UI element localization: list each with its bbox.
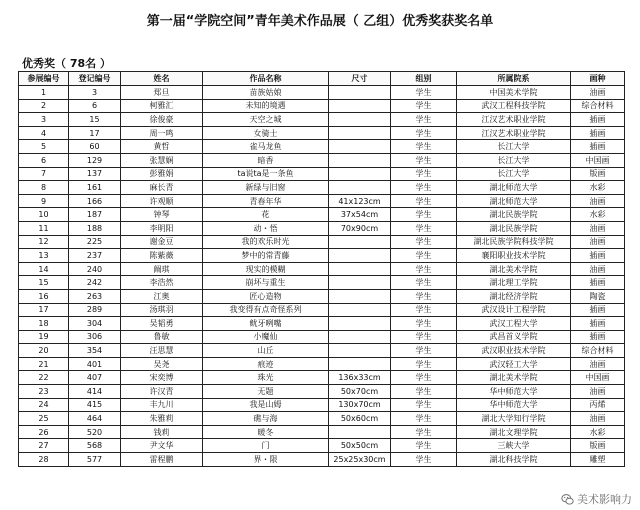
table-cell: 22 bbox=[19, 371, 69, 385]
table-cell: 汤琪羽 bbox=[121, 303, 203, 317]
table-cell bbox=[329, 113, 391, 127]
table-cell: 17 bbox=[19, 303, 69, 317]
table-cell: 暗香 bbox=[203, 153, 329, 167]
table-cell: 6 bbox=[19, 153, 69, 167]
table-cell: 12 bbox=[19, 235, 69, 249]
table-cell: 油画 bbox=[571, 412, 625, 426]
table-cell: 学生 bbox=[391, 276, 457, 290]
table-cell: 油画 bbox=[571, 385, 625, 399]
table-cell: 学生 bbox=[391, 439, 457, 453]
table-cell: 插画 bbox=[571, 113, 625, 127]
table-cell: 湖北美术学院 bbox=[457, 371, 571, 385]
table-cell: 综合材料 bbox=[571, 99, 625, 113]
table-cell: 痕迹 bbox=[203, 357, 329, 371]
table-cell: 24 bbox=[19, 398, 69, 412]
table-cell: 插画 bbox=[571, 249, 625, 263]
table-cell bbox=[329, 249, 391, 263]
table-cell: 1 bbox=[19, 86, 69, 100]
table-cell: 暖冬 bbox=[203, 425, 329, 439]
table-cell: 中国画 bbox=[571, 153, 625, 167]
table-cell: 25x25x30cm bbox=[329, 453, 391, 467]
table-cell: 插画 bbox=[571, 126, 625, 140]
table-cell bbox=[329, 140, 391, 154]
table-cell: 23 bbox=[19, 385, 69, 399]
table-cell: 304 bbox=[69, 317, 121, 331]
table-cell: 37x54cm bbox=[329, 208, 391, 222]
table-cell: 现实的模糊 bbox=[203, 262, 329, 276]
table-cell bbox=[329, 289, 391, 303]
table-cell: 学生 bbox=[391, 425, 457, 439]
table-cell: 27 bbox=[19, 439, 69, 453]
table-cell: 徐俊豪 bbox=[121, 113, 203, 127]
table-cell: 礁与海 bbox=[203, 412, 329, 426]
column-header: 作品名称 bbox=[203, 72, 329, 86]
table-cell: 263 bbox=[69, 289, 121, 303]
table-cell: 7 bbox=[19, 167, 69, 181]
table-cell: 雕塑 bbox=[571, 453, 625, 467]
table-cell: 女骑士 bbox=[203, 126, 329, 140]
table-row bbox=[19, 344, 625, 358]
table-cell: 版画 bbox=[571, 167, 625, 181]
table-cell: 华中师范大学 bbox=[457, 385, 571, 399]
table-cell: 青春年华 bbox=[203, 194, 329, 208]
table-cell bbox=[329, 276, 391, 290]
table-cell: 161 bbox=[69, 181, 121, 195]
table-cell: 14 bbox=[19, 262, 69, 276]
table-cell: 武汉设计工程学院 bbox=[457, 303, 571, 317]
table-cell: 11 bbox=[19, 221, 69, 235]
table-cell: 5 bbox=[19, 140, 69, 154]
table-cell: 许汉青 bbox=[121, 385, 203, 399]
table-row bbox=[19, 412, 625, 426]
table-row bbox=[19, 221, 625, 235]
table-cell: 无题 bbox=[203, 385, 329, 399]
table-cell: 江汉艺术职业学院 bbox=[457, 113, 571, 127]
table-cell: 464 bbox=[69, 412, 121, 426]
table-cell bbox=[329, 167, 391, 181]
table-cell: 130x70cm bbox=[329, 398, 391, 412]
table-cell: 学生 bbox=[391, 412, 457, 426]
table-cell: 学生 bbox=[391, 113, 457, 127]
table-cell: 28 bbox=[19, 453, 69, 467]
table-cell: 9 bbox=[19, 194, 69, 208]
table-cell: 武昌首义学院 bbox=[457, 330, 571, 344]
table-cell: 长江大学 bbox=[457, 167, 571, 181]
table-row bbox=[19, 357, 625, 371]
watermark bbox=[559, 491, 634, 507]
table-cell: 学生 bbox=[391, 371, 457, 385]
table-cell: 丙烯 bbox=[571, 398, 625, 412]
table-cell: 陶瓷 bbox=[571, 289, 625, 303]
table-cell: 油画 bbox=[571, 194, 625, 208]
column-header: 画种 bbox=[571, 72, 625, 86]
table-cell: 8 bbox=[19, 181, 69, 195]
table-cell bbox=[329, 126, 391, 140]
table-cell: 15 bbox=[69, 113, 121, 127]
table-row bbox=[19, 249, 625, 263]
table-cell: 237 bbox=[69, 249, 121, 263]
table-row bbox=[19, 289, 625, 303]
table-row bbox=[19, 194, 625, 208]
table-cell: 50x70cm bbox=[329, 385, 391, 399]
table-cell: 6 bbox=[69, 99, 121, 113]
table-row bbox=[19, 262, 625, 276]
table-cell: 学生 bbox=[391, 194, 457, 208]
table-cell: 我变得有点奇怪系列 bbox=[203, 303, 329, 317]
table-cell: 41x123cm bbox=[329, 194, 391, 208]
table-cell: 137 bbox=[69, 167, 121, 181]
table-cell: 江汉艺术职业学院 bbox=[457, 126, 571, 140]
table-row bbox=[19, 86, 625, 100]
table-cell: 407 bbox=[69, 371, 121, 385]
table-cell bbox=[329, 357, 391, 371]
table-cell: 插画 bbox=[571, 276, 625, 290]
table-row bbox=[19, 235, 625, 249]
column-header: 登记编号 bbox=[69, 72, 121, 86]
table-cell: 水彩 bbox=[571, 425, 625, 439]
table-cell: 花 bbox=[203, 208, 329, 222]
table-cell: 568 bbox=[69, 439, 121, 453]
table-row bbox=[19, 330, 625, 344]
table-cell: 学生 bbox=[391, 398, 457, 412]
table-cell: 50x60cm bbox=[329, 412, 391, 426]
table-cell bbox=[329, 99, 391, 113]
table-cell: 天空之城 bbox=[203, 113, 329, 127]
table-row bbox=[19, 317, 625, 331]
table-cell: 小魔仙 bbox=[203, 330, 329, 344]
table-cell: 学生 bbox=[391, 344, 457, 358]
table-cell: 动・悟 bbox=[203, 221, 329, 235]
table-cell: 湖北美术学院 bbox=[457, 262, 571, 276]
table-cell bbox=[329, 425, 391, 439]
table-cell: 宋奕博 bbox=[121, 371, 203, 385]
table-header-row bbox=[19, 72, 625, 86]
table-cell: 415 bbox=[69, 398, 121, 412]
table-cell: 吴尧 bbox=[121, 357, 203, 371]
table-cell: 钱莉 bbox=[121, 425, 203, 439]
table-cell: 综合材料 bbox=[571, 344, 625, 358]
table-cell: 240 bbox=[69, 262, 121, 276]
table-cell: 吴韬勇 bbox=[121, 317, 203, 331]
table-cell: 匠心造物 bbox=[203, 289, 329, 303]
table-cell: 张慧娴 bbox=[121, 153, 203, 167]
table-cell: 129 bbox=[69, 153, 121, 167]
table-cell: 插画 bbox=[571, 140, 625, 154]
table-row bbox=[19, 453, 625, 467]
table-cell: 插画 bbox=[571, 330, 625, 344]
table-cell: 188 bbox=[69, 221, 121, 235]
watermark-text: 美术影响力 bbox=[577, 493, 632, 506]
table-cell: 湖北文理学院 bbox=[457, 425, 571, 439]
table-cell bbox=[329, 153, 391, 167]
table-cell: 湖北师范大学 bbox=[457, 181, 571, 195]
table-cell: 学生 bbox=[391, 289, 457, 303]
table-cell: 20 bbox=[19, 344, 69, 358]
table-cell: 鲁敏 bbox=[121, 330, 203, 344]
table-cell: 长江大学 bbox=[457, 153, 571, 167]
table-cell bbox=[329, 344, 391, 358]
table-cell bbox=[329, 317, 391, 331]
table-cell: 麻长青 bbox=[121, 181, 203, 195]
table-cell: 尹文华 bbox=[121, 439, 203, 453]
table-cell: 油画 bbox=[571, 221, 625, 235]
table-cell bbox=[329, 235, 391, 249]
document-title: 第一届“学院空间”青年美术作品展（ 乙组）优秀奖获奖名单 bbox=[146, 14, 494, 29]
table-cell: 学生 bbox=[391, 249, 457, 263]
table-row bbox=[19, 208, 625, 222]
table-cell: 丰九川 bbox=[121, 398, 203, 412]
table-cell: 学生 bbox=[391, 357, 457, 371]
table-cell: 225 bbox=[69, 235, 121, 249]
table-cell: 学生 bbox=[391, 126, 457, 140]
table-cell: 李明阳 bbox=[121, 221, 203, 235]
table-cell: 水彩 bbox=[571, 208, 625, 222]
table-cell: 学生 bbox=[391, 317, 457, 331]
table-cell: ta说ta是一条鱼 bbox=[203, 167, 329, 181]
table-cell: 珠光 bbox=[203, 371, 329, 385]
table-cell: 学生 bbox=[391, 221, 457, 235]
table-cell: 新绿与旧窗 bbox=[203, 181, 329, 195]
table-cell: 插画 bbox=[571, 317, 625, 331]
table-row bbox=[19, 153, 625, 167]
column-header: 所属院系 bbox=[457, 72, 571, 86]
table-cell: 油画 bbox=[571, 262, 625, 276]
table-cell: 26 bbox=[19, 425, 69, 439]
table-cell: 3 bbox=[69, 86, 121, 100]
table-cell: 油画 bbox=[571, 86, 625, 100]
table-cell: 湖北大学知行学院 bbox=[457, 412, 571, 426]
table-cell: 未知的境遇 bbox=[203, 99, 329, 113]
table-cell: 中国美术学院 bbox=[457, 86, 571, 100]
table-cell: 黄哲 bbox=[121, 140, 203, 154]
table-cell bbox=[329, 303, 391, 317]
column-header: 组别 bbox=[391, 72, 457, 86]
table-cell: 学生 bbox=[391, 262, 457, 276]
table-cell: 湖北民族学院 bbox=[457, 221, 571, 235]
table-cell: 10 bbox=[19, 208, 69, 222]
table-cell: 577 bbox=[69, 453, 121, 467]
table-cell: 25 bbox=[19, 412, 69, 426]
table-row bbox=[19, 113, 625, 127]
table-cell: 李浩然 bbox=[121, 276, 203, 290]
table-cell: 50x50cm bbox=[329, 439, 391, 453]
table-cell: 354 bbox=[69, 344, 121, 358]
column-header: 姓名 bbox=[121, 72, 203, 86]
table-cell: 70x90cm bbox=[329, 221, 391, 235]
table-cell: 柯雅汇 bbox=[121, 99, 203, 113]
table-cell: 周一鸣 bbox=[121, 126, 203, 140]
table-cell: 湖北师范大学 bbox=[457, 194, 571, 208]
table-row bbox=[19, 140, 625, 154]
table-cell: 许观顺 bbox=[121, 194, 203, 208]
table-cell: 武汉轻工大学 bbox=[457, 357, 571, 371]
table-row bbox=[19, 99, 625, 113]
table-cell: 鱿牙咧嘴 bbox=[203, 317, 329, 331]
table-cell: 雷程鹏 bbox=[121, 453, 203, 467]
table-cell: 我是山姆 bbox=[203, 398, 329, 412]
table-cell: 湖北民族学院科技学院 bbox=[457, 235, 571, 249]
section-heading: 优秀奖（ 78名 ） bbox=[22, 57, 111, 70]
table-cell: 武汉职业技术学院 bbox=[457, 344, 571, 358]
table-row bbox=[19, 181, 625, 195]
table-cell bbox=[329, 262, 391, 276]
table-cell: 湖北理工学院 bbox=[457, 276, 571, 290]
table-cell: 学生 bbox=[391, 153, 457, 167]
table-cell bbox=[329, 330, 391, 344]
table-row bbox=[19, 167, 625, 181]
table-body bbox=[19, 86, 625, 467]
table-cell: 梦中的常青藤 bbox=[203, 249, 329, 263]
table-cell: 136x33cm bbox=[329, 371, 391, 385]
table-cell: 520 bbox=[69, 425, 121, 439]
wechat-icon bbox=[561, 493, 574, 506]
table-cell bbox=[329, 86, 391, 100]
award-table bbox=[18, 71, 625, 467]
table-cell: 三峡大学 bbox=[457, 439, 571, 453]
table-cell: 21 bbox=[19, 357, 69, 371]
table-cell: 289 bbox=[69, 303, 121, 317]
table-row bbox=[19, 276, 625, 290]
table-cell: 学生 bbox=[391, 181, 457, 195]
table-cell: 166 bbox=[69, 194, 121, 208]
table-cell: 山丘 bbox=[203, 344, 329, 358]
table-cell: 中国画 bbox=[571, 371, 625, 385]
table-cell: 襄阳职业技术学院 bbox=[457, 249, 571, 263]
table-cell: 306 bbox=[69, 330, 121, 344]
table-row bbox=[19, 126, 625, 140]
table-cell: 学生 bbox=[391, 385, 457, 399]
table-cell: 油画 bbox=[571, 357, 625, 371]
table-cell: 湖北经济学院 bbox=[457, 289, 571, 303]
table-cell: 长江大学 bbox=[457, 140, 571, 154]
table-cell: 汪思慧 bbox=[121, 344, 203, 358]
table-cell: 17 bbox=[69, 126, 121, 140]
table-cell: 彭雅娟 bbox=[121, 167, 203, 181]
column-header: 尺寸 bbox=[329, 72, 391, 86]
table-cell: 2 bbox=[19, 99, 69, 113]
table-cell: 武汉工程科技学院 bbox=[457, 99, 571, 113]
table-cell: 16 bbox=[19, 289, 69, 303]
table-row bbox=[19, 425, 625, 439]
table-cell: 学生 bbox=[391, 208, 457, 222]
table-cell: 19 bbox=[19, 330, 69, 344]
table-cell: 3 bbox=[19, 113, 69, 127]
table-cell: 4 bbox=[19, 126, 69, 140]
table-row bbox=[19, 398, 625, 412]
table-cell: 学生 bbox=[391, 330, 457, 344]
table-cell: 学生 bbox=[391, 235, 457, 249]
column-header: 参展编号 bbox=[19, 72, 69, 86]
table-cell: 18 bbox=[19, 317, 69, 331]
table-cell: 湖北科技学院 bbox=[457, 453, 571, 467]
table-cell: 学生 bbox=[391, 86, 457, 100]
table-cell: 雀马龙鱼 bbox=[203, 140, 329, 154]
table-cell: 湖北民族学院 bbox=[457, 208, 571, 222]
table-cell: 水彩 bbox=[571, 181, 625, 195]
table-cell: 陈紫薇 bbox=[121, 249, 203, 263]
table-row bbox=[19, 439, 625, 453]
table-cell: 学生 bbox=[391, 453, 457, 467]
table-cell: 15 bbox=[19, 276, 69, 290]
table-cell: 我的欢乐时光 bbox=[203, 235, 329, 249]
table-cell: 401 bbox=[69, 357, 121, 371]
table-cell: 学生 bbox=[391, 303, 457, 317]
table-cell: 朱雅莉 bbox=[121, 412, 203, 426]
table-row bbox=[19, 303, 625, 317]
table-row bbox=[19, 371, 625, 385]
table-cell: 界・限 bbox=[203, 453, 329, 467]
table-cell: 阚琪 bbox=[121, 262, 203, 276]
table-cell: 学生 bbox=[391, 167, 457, 181]
table-cell: 门 bbox=[203, 439, 329, 453]
table-cell: 崩坏与重生 bbox=[203, 276, 329, 290]
table-cell: 郑旦 bbox=[121, 86, 203, 100]
table-cell: 武汉工程大学 bbox=[457, 317, 571, 331]
table-cell: 13 bbox=[19, 249, 69, 263]
table-cell: 学生 bbox=[391, 140, 457, 154]
table-cell: 学生 bbox=[391, 99, 457, 113]
table-cell: 414 bbox=[69, 385, 121, 399]
table-cell: 187 bbox=[69, 208, 121, 222]
table-cell: 油画 bbox=[571, 235, 625, 249]
table-cell: 60 bbox=[69, 140, 121, 154]
table-cell: 插画 bbox=[571, 303, 625, 317]
table-cell: 华中师范大学 bbox=[457, 398, 571, 412]
table-cell: 钟琴 bbox=[121, 208, 203, 222]
table-cell: 版画 bbox=[571, 439, 625, 453]
table-cell bbox=[329, 181, 391, 195]
table-cell: 江奥 bbox=[121, 289, 203, 303]
table-cell: 苗族姑娘 bbox=[203, 86, 329, 100]
table-cell: 谢金豆 bbox=[121, 235, 203, 249]
table-row bbox=[19, 385, 625, 399]
table-cell: 242 bbox=[69, 276, 121, 290]
